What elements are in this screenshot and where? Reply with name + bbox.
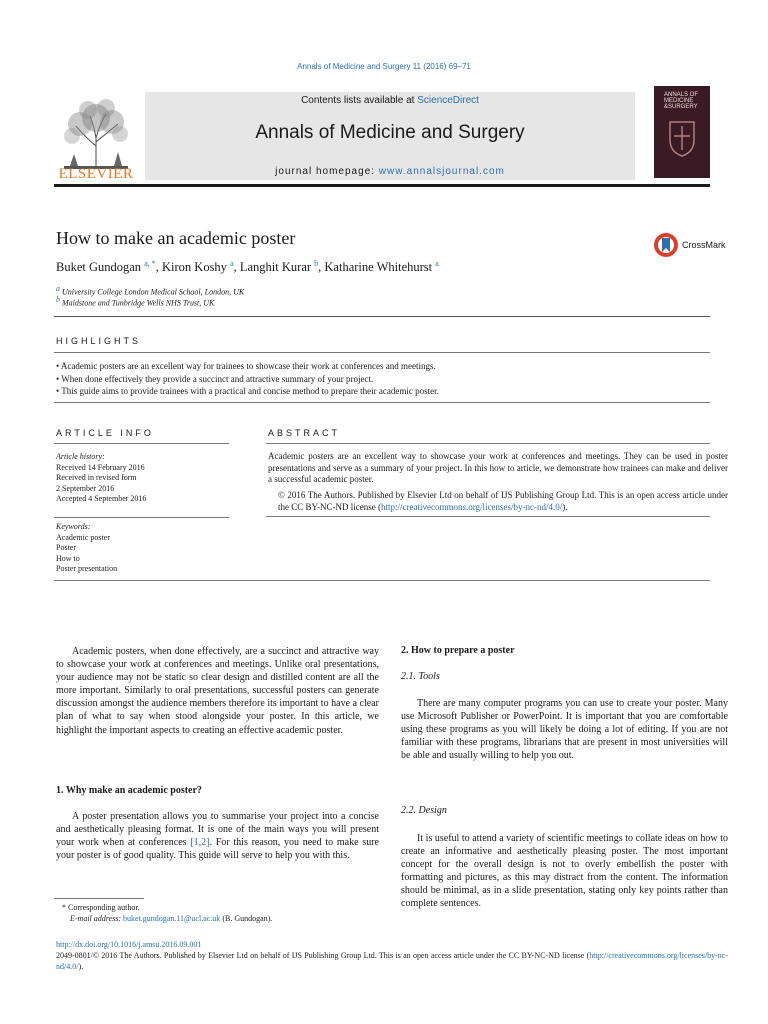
issn-suffix: ). <box>78 961 84 971</box>
paper-title: How to make an academic poster <box>56 228 296 248</box>
email-note <box>70 914 272 923</box>
history-item: Received 14 February 2016 <box>56 462 145 472</box>
reference-link[interactable]: [1,2] <box>190 837 210 849</box>
corresponding-author-note: * Corresponding author. <box>62 903 140 912</box>
crossmark-badge[interactable] <box>653 232 726 258</box>
divider <box>54 316 710 317</box>
section-paragraph <box>56 810 379 862</box>
author-affiliation-mark[interactable]: a <box>435 259 439 268</box>
journal-cover-image[interactable] <box>654 86 710 178</box>
sciencedirect-link[interactable]: ScienceDirect <box>417 95 479 106</box>
divider <box>266 516 710 517</box>
doi-link[interactable]: http://dx.doi.org/10.1016/j.amsu.2016.09.001 <box>56 940 202 949</box>
contents-line <box>145 95 635 106</box>
homepage-link[interactable]: www.annalsjournal.com <box>378 166 505 177</box>
paragraph-text: . For this reason, you need to make sure your poster is of good quality. This guide will serve to help you with this. <box>56 837 379 862</box>
history-item: 2 September 2016 <box>56 483 115 493</box>
journal-homepage-line <box>145 166 635 177</box>
paragraph-text: A poster presentation allows you to summarise your project into a concise and aesthetically pleasing format. It is one of the main ways you will present your work when at conferences <box>56 811 379 849</box>
highlight-item: • When done effectively they provide a succinct and attractive summary of your project. <box>56 373 374 384</box>
license-link[interactable]: http://creativecommons.org/licenses/by-nc-nd/4.0/ <box>56 951 728 971</box>
highlight-text: This guide aims to provide trainees with a practical and concise method to prepare their academic poster. <box>61 386 439 396</box>
crossmark-icon <box>653 232 679 258</box>
journal-citation[interactable]: Annals of Medicine and Surgery 11 (2016) 69–71 <box>297 62 471 71</box>
highlight-item: • This guide aims to provide trainees with a practical and concise method to prepare their academic poster. <box>56 386 439 396</box>
crossmark-label: CrossMark <box>682 240 726 250</box>
email-label: E-mail address: <box>70 914 124 923</box>
abstract-copyright <box>278 490 728 513</box>
article-history <box>56 452 226 505</box>
homepage-prefix: journal homepage: <box>275 166 379 177</box>
keyword-item: Poster <box>56 543 76 552</box>
abstract-text: Academic posters are an excellent way to showcase your work at conferences and meetings. They can be used in poster presentations and serve as a summary of your project. In this how to article, we demonstrate how trainees can make and deliver a successful academic poster. <box>268 451 728 484</box>
cover-title-line: ANNALS OF <box>664 92 699 98</box>
affiliation-mark: b <box>56 295 60 304</box>
affiliation-text: Maidstone and Tunbridge Wells NHS Trust, UK <box>62 298 215 308</box>
divider <box>266 443 710 444</box>
keyword-item: Academic poster <box>56 532 110 542</box>
author-affiliation-mark[interactable]: a <box>230 259 234 268</box>
affiliation <box>56 295 214 308</box>
copyright-suffix: ). <box>562 501 568 512</box>
history-label: Article history: <box>56 452 105 461</box>
issn-prefix: 2049-0801/© 2016 The Authors. Published by Elsevier Ltd on behalf of IJS Publishing Group Ltd. This is an open access article under the CC BY-NC-ND license ( <box>56 951 590 960</box>
cover-title-line: &SURGERY <box>664 104 698 110</box>
keywords <box>56 522 226 575</box>
highlight-text: Academic posters are an excellent way for trainees to showcase their work at conferences and meetings. <box>60 361 436 371</box>
keyword-item: How to <box>56 553 80 563</box>
header-divider <box>54 184 710 187</box>
issn-license-line <box>56 951 728 972</box>
keyword-item: Poster presentation <box>56 564 118 573</box>
journal-title: Annals of Medicine and Surgery <box>255 122 525 143</box>
publisher-logo-text: ELSEVIER <box>58 166 134 182</box>
abstract-heading: ABSTRACT <box>268 428 341 438</box>
section-paragraph: It is useful to attend a variety of scientific meetings to collate ideas on how to create an informative and aesthetically pleasing poster. The most important concept for the overall design is not to overly embellish the poster with formatting and pictures, as this may distract from the content. The information should be minimal, as in a slide presentation, stating only key points rather than complete sentences. <box>401 833 728 910</box>
author-affiliation-mark[interactable]: b <box>314 259 319 268</box>
contents-prefix: Contents lists available at <box>301 95 418 106</box>
affiliation-text: University College London Medical School, London, UK <box>62 287 245 297</box>
section-heading: 2. How to prepare a poster <box>401 645 515 656</box>
cover-title <box>664 92 698 110</box>
divider <box>54 443 229 444</box>
author-name: Buket Gundogan <box>56 260 142 275</box>
section-heading: 1. Why make an academic poster? <box>56 785 202 796</box>
divider <box>54 517 229 518</box>
divider <box>54 580 710 581</box>
copyright-prefix: © 2016 The Authors. Published by Elsevier Ltd on behalf of IJS Publishing Group Ltd. This is an open access article under the CC BY-NC-ND license ( <box>278 490 728 512</box>
highlights-list <box>56 360 706 398</box>
history-item: Received in revised form <box>56 473 137 482</box>
highlight-item: • Academic posters are an excellent way for trainees to showcase their work at conferences and meetings. <box>56 361 436 371</box>
footnote-divider <box>54 898 144 899</box>
cover-emblem-icon <box>668 118 696 158</box>
keywords-label: Keywords: <box>56 522 91 531</box>
intro-paragraph: Academic posters, when done effectively, are a succinct and attractive way to showcase your work at conferences and meetings. Unlike oral presentations, your audience may not be static so clear design and distilled content are all the more important. Similarly to oral presentations, successful posters can generate discussion amongst the audience members therefore its important to have a clear plan of what to say when stood alongside your poster. In this article, we highlight the important aspects to creating an effective academic poster. <box>56 646 379 736</box>
author-name: Kiron Koshy <box>162 260 227 275</box>
license-link[interactable]: http://creativecommons.org/licenses/by-nc-nd/4.0/ <box>381 501 563 512</box>
section-paragraph: There are many computer programs you can use to create your poster. Many use Microsoft Publisher or PowerPoint. It is important that you are comfortable using these programs as you will likely be doing a lot of editing. If you are not familiar with these programs, librarians that are present in most universities will be able and usually willing to help you out. <box>401 698 728 762</box>
subsection-heading: 2.2. Design <box>401 805 447 816</box>
history-item: Accepted 4 September 2016 <box>56 494 147 503</box>
cover-title-line: MEDICINE <box>664 98 694 104</box>
article-info-heading: ARTICLE INFO <box>56 428 154 438</box>
subsection-heading: 2.1. Tools <box>401 671 440 682</box>
author-list: Buket Gundogan $^{a, *}$, Kiron Koshy $^a$, Langhit Kurar $^b$, Katharine Whitehurst $^a$ <box>56 259 439 275</box>
author-name: Langhit Kurar <box>239 260 312 275</box>
highlight-text: When done effectively they provide a succinct and attractive summary of your project. <box>61 373 374 384</box>
author-name: Katharine Whitehurst <box>324 260 433 275</box>
affiliation-mark: a <box>56 284 60 293</box>
divider <box>54 402 710 403</box>
divider <box>54 352 710 353</box>
author-affiliation-mark[interactable]: a, * <box>144 259 156 268</box>
highlights-heading: HIGHLIGHTS <box>56 336 142 346</box>
email-link[interactable]: buket.gundogan.11@ucl.ac.uk <box>123 914 221 923</box>
email-suffix: (B. Gundogan). <box>220 914 273 923</box>
